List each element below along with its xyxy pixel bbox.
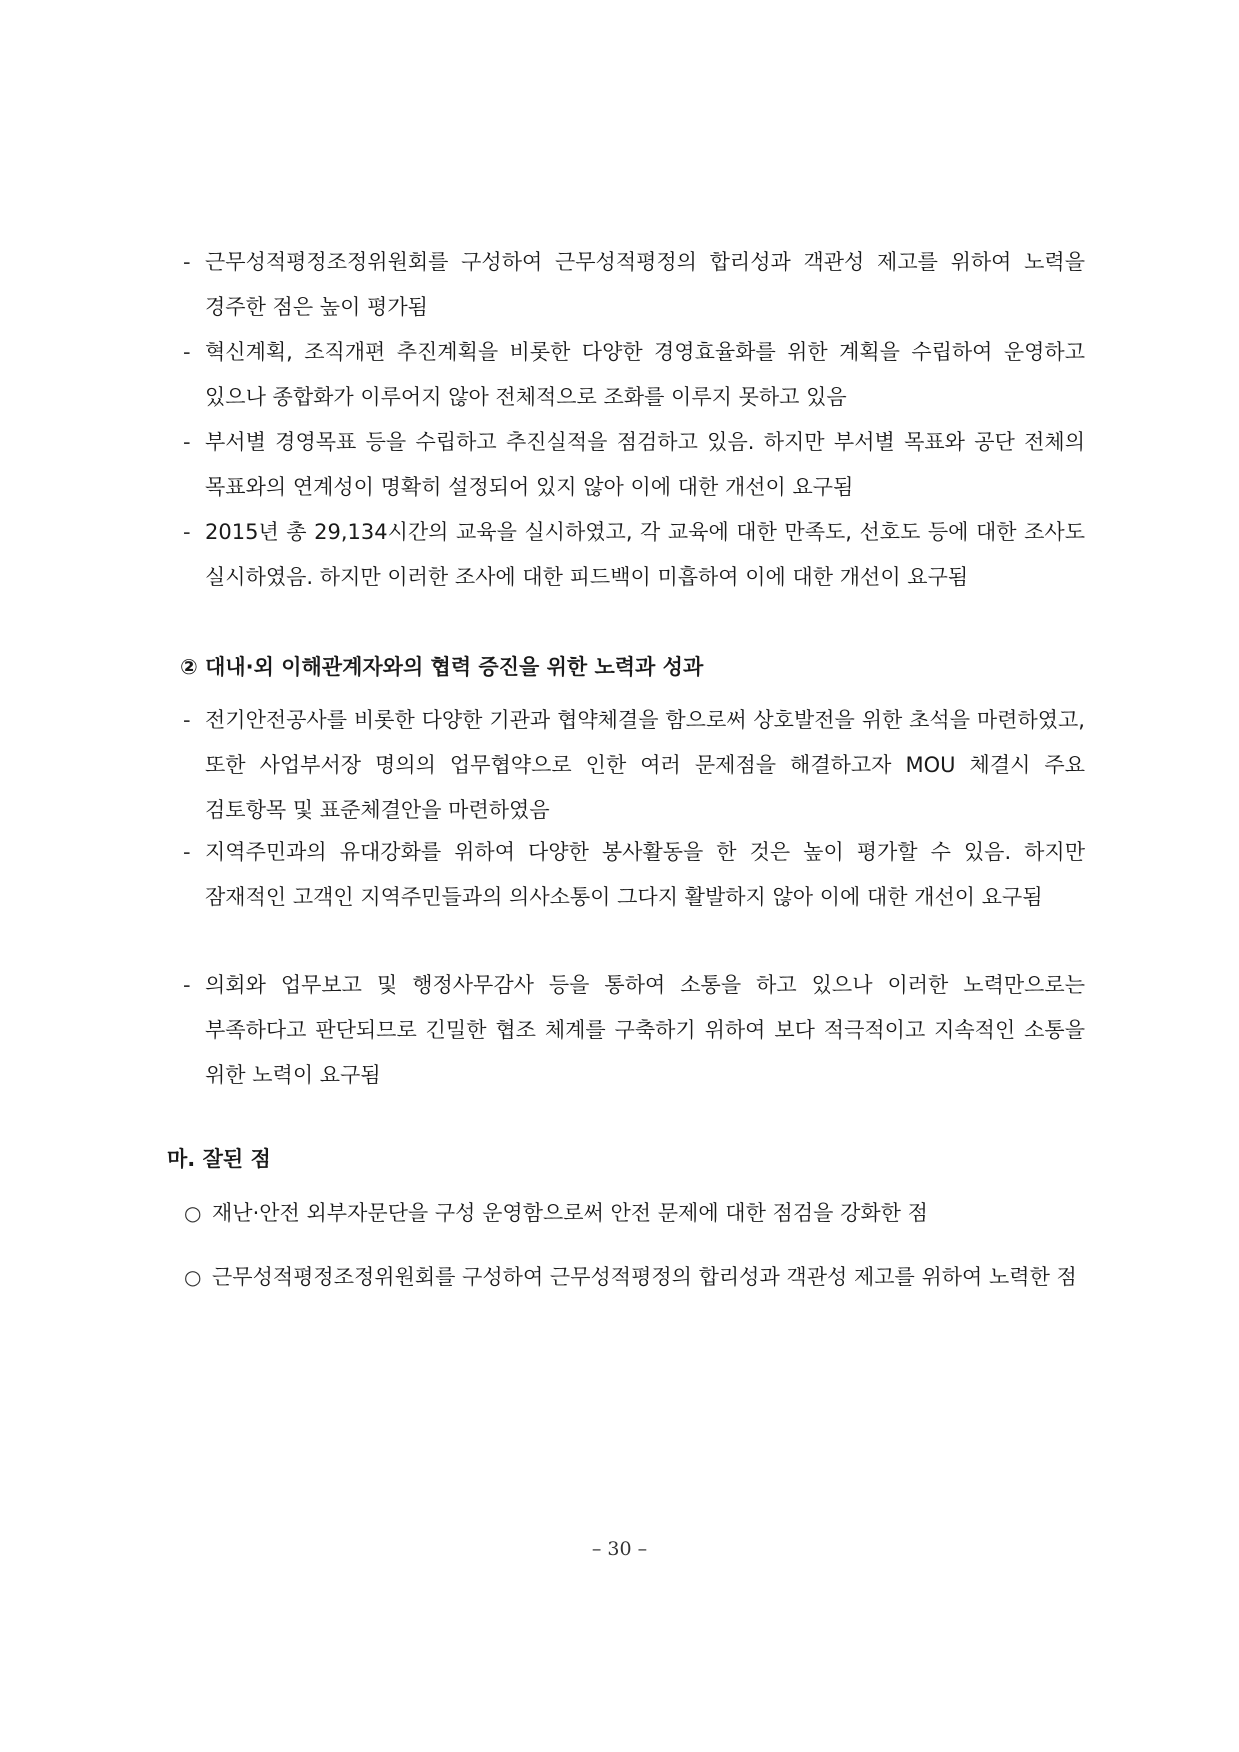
bullet-text: 부서별 경영목표 등을 수립하고 추진실적을 점검하고 있음. 하지만 부서별 목표와 공단 전체의 목표와의 연계성이 명확히 설정되어 있지 않아 이에 대한 개선이 요구됨 [205, 430, 1085, 499]
list-item [184, 1255, 1085, 1300]
dash-marker: - [183, 840, 191, 864]
bullet-item [183, 830, 1085, 920]
list-item-text: 근무성적평정조정위원회를 구성하여 근무성적평정의 합리성과 객관성 제고를 위하여 노력한 점 [212, 1265, 1077, 1289]
bullet-item [183, 240, 1085, 330]
section-heading: ② 대내·외 이해관계자와의 협력 증진을 위한 노력과 성과 [180, 655, 704, 679]
list-item [184, 1191, 1085, 1236]
bullet-text: 전기안전공사를 비롯한 다양한 기관과 협약체결을 함으로써 상호발전을 위한 초석을 마련하였고, 또한 사업부서장 명의의 업무협약으로 인한 여러 문제점을 해결하고자 MOU 체결시 주요 검토항목 및 표준체결안을 마련하였음 [205, 708, 1085, 822]
bullet-item [183, 963, 1085, 1098]
bullet-item [183, 698, 1085, 833]
section-heading: 마. 잘된 점 [167, 1147, 271, 1171]
dash-marker: - [183, 708, 191, 732]
bullet-item [183, 420, 1085, 510]
circle-marker: ○ [184, 1265, 202, 1289]
bullet-text: 지역주민과의 유대강화를 위하여 다양한 봉사활동을 한 것은 높이 평가할 수 있음. 하지만 잠재적인 고객인 지역주민들과의 의사소통이 그다지 활발하지 않아 이에 대한 개선이 요구됨 [205, 840, 1085, 909]
bullet-text: 근무성적평정조정위원회를 구성하여 근무성적평정의 합리성과 객관성 제고를 위하여 노력을 경주한 점은 높이 평가됨 [205, 250, 1085, 319]
dash-marker: - [183, 250, 191, 274]
bullet-item [183, 510, 1085, 600]
list-item-text: 재난·안전 외부자문단을 구성 운영함으로써 안전 문제에 대한 점검을 강화한 점 [212, 1201, 928, 1225]
page-number: – 30 – [591, 1538, 648, 1560]
dash-marker: - [183, 973, 191, 997]
dash-marker: - [183, 520, 191, 544]
bullet-item [183, 330, 1085, 420]
dash-marker: - [183, 340, 191, 364]
circle-marker: ○ [184, 1201, 202, 1225]
dash-marker: - [183, 430, 191, 454]
bullet-text: 의회와 업무보고 및 행정사무감사 등을 통하여 소통을 하고 있으나 이러한 노력만으로는 부족하다고 판단되므로 긴밀한 협조 체계를 구축하기 위하여 보다 적극적이고 지속적인 소통을 위한 노력이 요구됨 [205, 973, 1085, 1087]
bullet-text: 혁신계획, 조직개편 추진계획을 비롯한 다양한 경영효율화를 위한 계획을 수립하여 운영하고 있으나 종합화가 이루어지 않아 전체적으로 조화를 이루지 못하고 있음 [205, 340, 1085, 409]
bullet-text: 2015년 총 29,134시간의 교육을 실시하였고, 각 교육에 대한 만족도, 선호도 등에 대한 조사도 실시하였음. 하지만 이러한 조사에 대한 피드백이 미흡하여 이에 대한 개선이 요구됨 [205, 520, 1085, 589]
